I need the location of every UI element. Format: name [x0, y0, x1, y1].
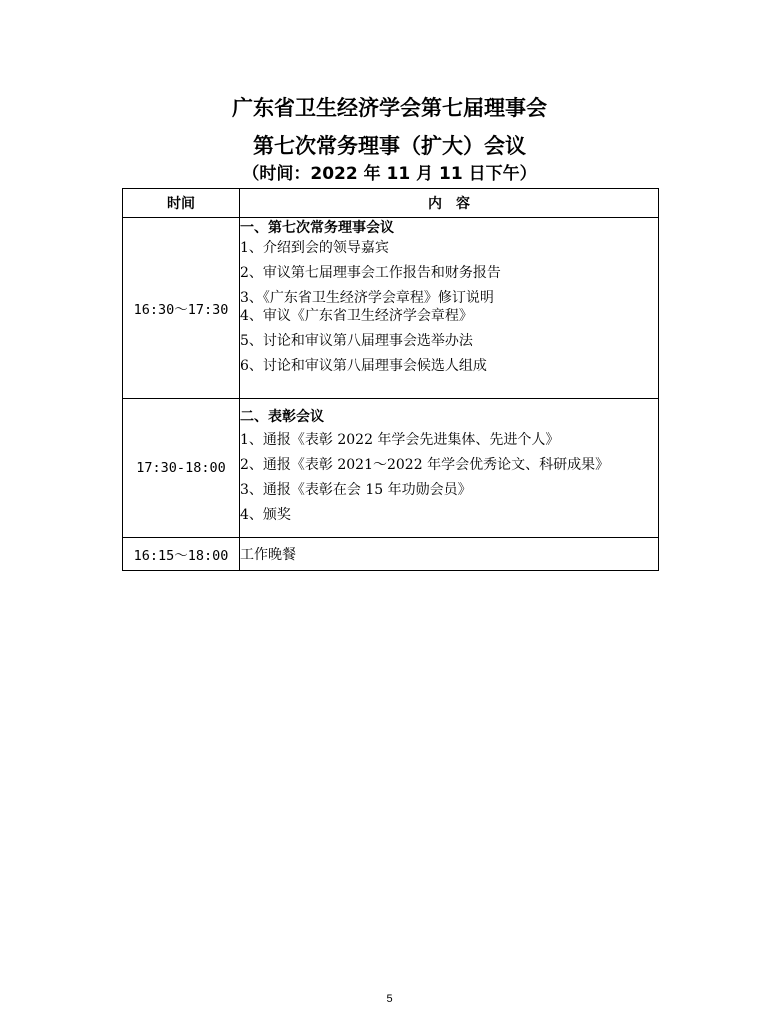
list-item: 6、讨论和审议第八届理事会候选人组成 — [240, 358, 487, 374]
list-item: 1、介绍到会的领导嘉宾 — [240, 240, 389, 256]
list-item: 2、审议第七届理事会工作报告和财务报告 — [240, 265, 501, 281]
section-heading: 二、表彰会议 — [240, 409, 324, 425]
row-time: 16:30～17:30 — [123, 218, 240, 399]
row-time: 17:30-18:00 — [123, 399, 240, 538]
document-title: 广东省卫生经济学会第七届理事会 — [232, 96, 547, 120]
meeting-time: （时间：2022 年 11 月 11 日下午） — [242, 164, 537, 184]
table-row — [123, 399, 659, 538]
list-item: 3、《广东省卫生经济学会章程》修订说明 — [240, 290, 494, 306]
list-item: 4、审议《广东省卫生经济学会章程》 — [240, 308, 473, 324]
list-item: 4、颁奖 — [240, 507, 291, 523]
header-time: 时间 — [123, 189, 240, 218]
row-content: 工作晚餐 — [240, 538, 659, 571]
table-row — [123, 538, 659, 571]
list-item: 5、讨论和审议第八届理事会选举办法 — [240, 333, 473, 349]
table-row — [123, 218, 659, 399]
row-content — [240, 399, 659, 538]
schedule-table — [122, 188, 659, 571]
list-item: 1、通报《表彰 2022 年学会先进集体、先进个人》 — [240, 432, 560, 448]
section-heading: 一、第七次常务理事会议 — [240, 220, 394, 236]
page-number: 5 — [386, 993, 393, 1005]
table-header-row — [123, 189, 659, 218]
meeting-title: 第七次常务理事（扩大）会议 — [253, 134, 526, 158]
row-time: 16:15～18:00 — [123, 538, 240, 571]
list-item: 2、通报《表彰 2021～2022 年学会优秀论文、科研成果》 — [240, 457, 610, 473]
header-content: 内 容 — [240, 189, 659, 218]
row-content — [240, 218, 659, 399]
list-item: 3、通报《表彰在会 15 年功勋会员》 — [240, 482, 472, 498]
